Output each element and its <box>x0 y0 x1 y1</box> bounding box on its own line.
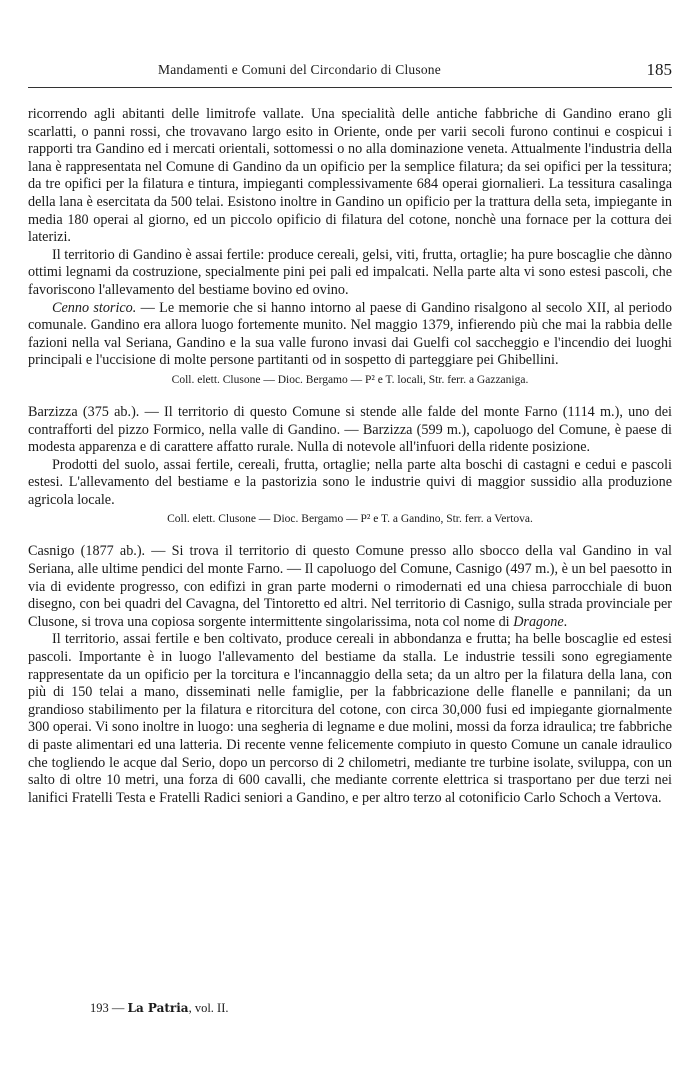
page-number: 185 <box>646 60 672 79</box>
barzizza-text: (375 ab.). — Il territorio di questo Comune si stende alle falde del monte Farno (1114 m.), uno dei contrafforti del pizzo Formico, nella valle di Gandino. — Barzizza (599 m.), capoluogo del Comune, è paese di modesta apparenza e di carattere affatto rurale. Nulla di notevole all'infuori della ridente posizione. <box>28 403 672 456</box>
barzizza-heading: Barzizza <box>28 403 78 420</box>
page-body <box>28 106 672 807</box>
gandino-paragraph-1: ricorrendo agli abitanti delle limitrofe vallate. Una specialità delle antiche fabbriche di Gandino erano gli scarlatti, o panni rossi, che trovavano largo esito in Oriente, onde per varii secoli furono continui e cospicui i rapporti tra Gandino ed i mercati orientali, sottomessi o no alla dominazione veneta. Attualmente l'industria della lana è rappresentata nel Comune di Gandino da un opificio per la semplice filatura; da sei opifici per la tessitura; da tre opifici per la filatura e tintura, impieganti complessivamente 684 operai giornalieri. La tessitura casalinga della lana è esercitata da 500 telai. Esistono inoltre in Gandino un opificio per la trattura della seta, impiegante in media 180 operai al giorno, ed un piccolo opificio di filatura del cotone, nonchè una fornace per la cottura dei laterizi. <box>28 106 672 246</box>
barzizza-paragraph-2: Prodotti del suolo, assai fertile, cereali, frutta, ortaglie; nella parte alta boschi di castagni e cedui e pascoli estesi. L'allevamento del bestiame e la pastorizia sono le industrie quivi di maggior sussidio alla produzione agricola locale. <box>28 456 672 508</box>
signature-footer <box>90 1001 229 1016</box>
casnigo-paragraph-2: Il territorio, assai fertile e ben coltivato, produce cereali in abbondanza e frutta; ha belle boscaglie ed estesi pascoli. Importante è in luogo l'allevamento del bestiame da stalla. Le industrie tessili sono egregiamente rappresentate da un opificio per la torcitura e l'incannaggio della seta; da un altro per la filatura della lana, con più di 150 telai a mano, disseminati nelle famiglie, per la fabbricazione delle flanelle e pannilani; da un grandioso stabilimento per la filatura e ritorcitura del cotone, con circa 30,000 fusi ed impiegante giornalmente 300 operai. Vi sono inoltre in luogo: una segheria di legname e due molini, mossi da forza idraulica; tre fabbriche di paste alimentari ed una latteria. Di recente venne felicemente compiuto in questo Comune un canale idraulico che togliendo le acque dal Serio, dopo un percorso di 2 chilometri, mediante tre turbine isolate, sviluppa, con un salto di oltre 10 metri, una forza di 600 cavalli, che mediante corrente elettrica si trasportano per due terzi nei lanifici Fratelli Testa e Fratelli Radici seniori a Gandino, e per altro terzo al cotonificio Carlo Schoch a Vertova. <box>28 631 672 806</box>
running-title: Mandamenti e Comuni del Circondario di Clusone <box>158 62 441 77</box>
cenno-storico-label: Cenno storico. <box>52 299 137 316</box>
barzizza-caption: Coll. elett. Clusone — Dioc. Bergamo — P² e T. a Gandino, Str. ferr. a Vertova. <box>167 513 533 526</box>
gandino-paragraph-2: Il territorio di Gandino è assai fertile: produce cereali, gelsi, viti, frutta, ortaglie; ha pure boscaglie che dànno ottimi legnami da costruzione, specialmente pini pei pali ed impalcati. Nella parte alta vi sono estesi pascoli, che favoriscono l'allevamento del bestiame bovino ed ovino. <box>28 246 672 298</box>
signature-volume: , vol. II. <box>188 1001 229 1015</box>
gandino-history-text: — Le memorie che si hanno intorno al paese di Gandino risalgono al secolo XII, al periodo comunale. Gandino era allora luogo fortemente munito. Nel maggio 1379, infierendo più che mai la rabbia delle fazioni nella val Seriana, Gandino e la sua valle furono invasi dai Guelfi col saccheggio e l'incendio dei luoghi principali e l'uccisione di molte persone partitanti od in sospetto di parteggiare pei Ghibellini. <box>28 299 672 369</box>
signature-title: La Patria <box>127 1001 189 1015</box>
casnigo-paragraph-1 <box>28 543 672 631</box>
casnigo-text: (1877 ab.). — Si trova il territorio di questo Comune presso allo sbocco della val Gandino in val Seriana, alle ultime pendici del monte Farno. — Il capoluogo del Comune, Casnigo (497 m.), è un bel paesotto in via di evidente progresso, con edifizi in gran parte moderni o rimodernati ed una chiesa parrocchiale di buon disegno, con bei quadri del Cavagna, del Tintoretto ed altri. Nel territorio di Casnigo, sulla strada provinciale per Clusone, si trova una copiosa sorgente intermittente singolarissima, nota col nome di <box>28 543 672 630</box>
signature-number: 193 — <box>90 1001 125 1015</box>
page-header <box>28 62 672 84</box>
section-gap <box>28 527 672 543</box>
gandino-caption: Coll. elett. Clusone — Dioc. Bergamo — P² e T. locali, Str. ferr. a Gazzaniga. <box>171 373 529 386</box>
dragone-term: Dragone <box>513 613 564 630</box>
barzizza-paragraph-1 <box>28 404 672 457</box>
casnigo-heading: Casnigo <box>28 543 75 560</box>
section-gap <box>28 388 672 404</box>
casnigo-text-end: . <box>563 613 568 630</box>
header-rule <box>28 87 672 88</box>
gandino-paragraph-3 <box>28 300 672 370</box>
